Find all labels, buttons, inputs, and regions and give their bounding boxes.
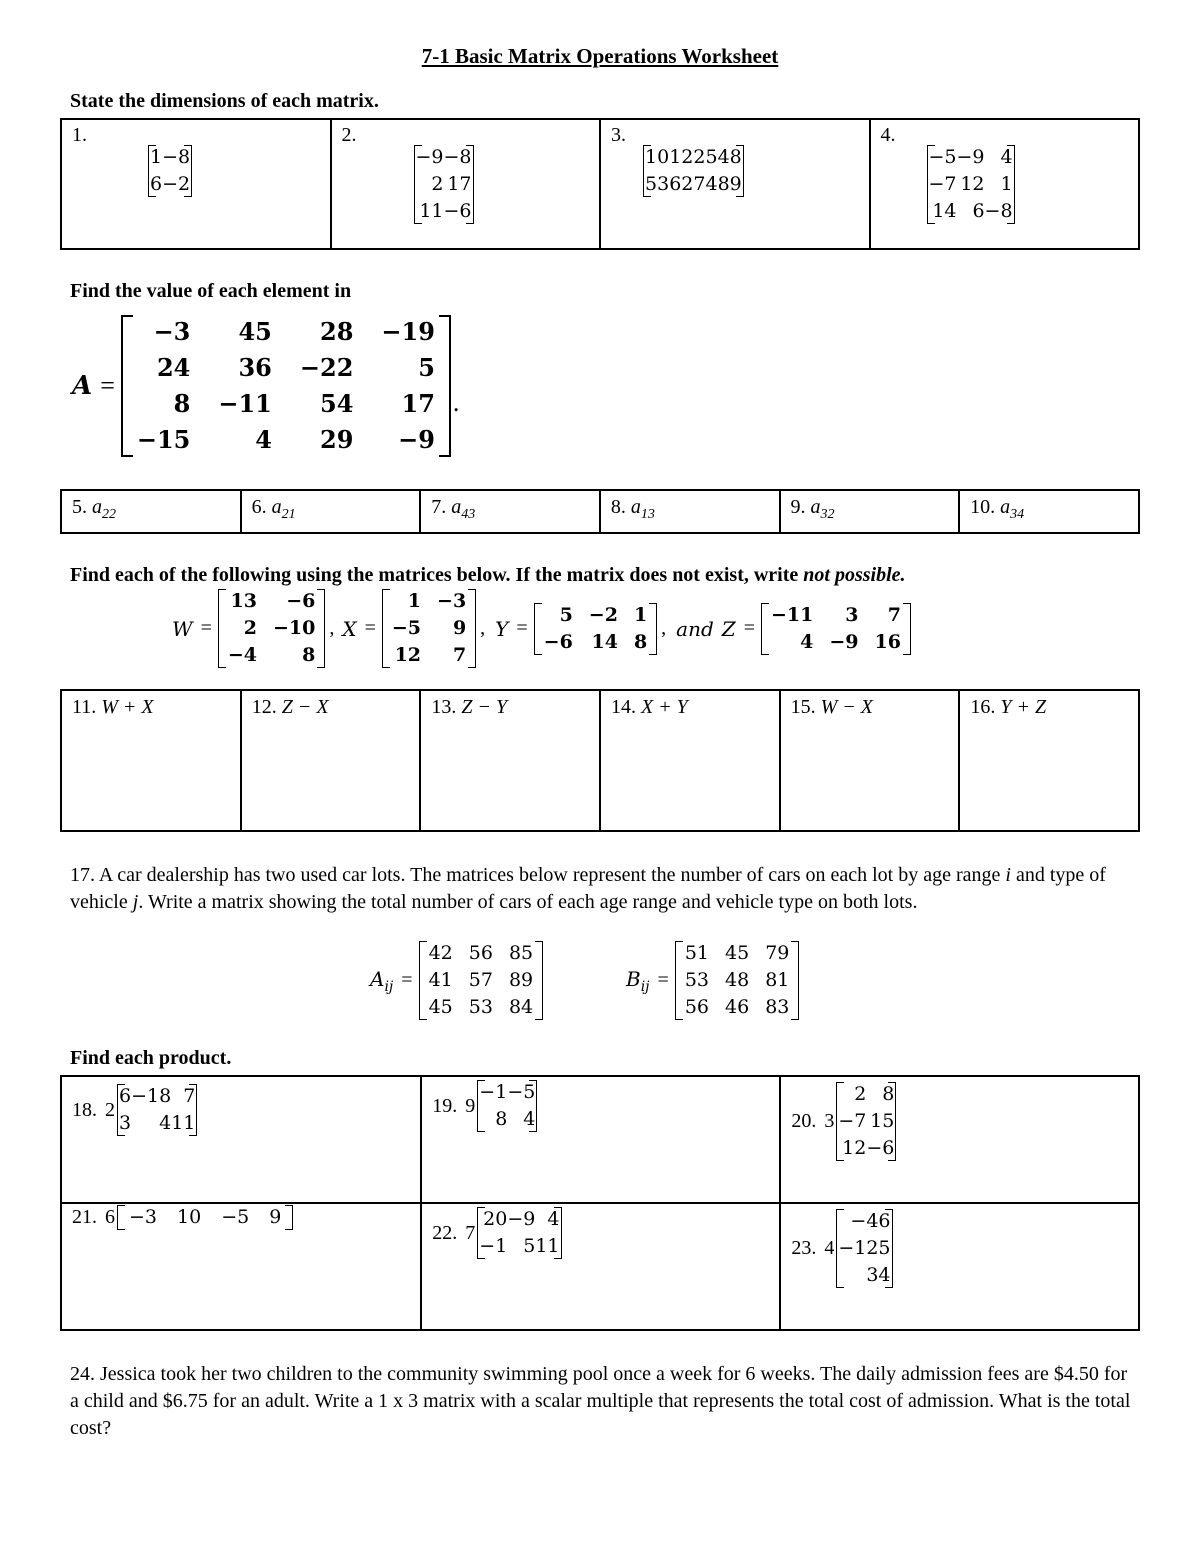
operation-expression: X + Y xyxy=(640,696,688,718)
equals: = xyxy=(401,969,413,991)
worksheet-title: 7-1 Basic Matrix Operations Worksheet xyxy=(421,44,779,68)
matrix-cell: 10 xyxy=(645,146,670,168)
item-number: 8. xyxy=(610,496,626,518)
var-W: W xyxy=(172,616,193,641)
matrix-cell: 1 xyxy=(150,146,163,168)
matrix-cell: 3 xyxy=(845,603,859,626)
matrix-cell: −12 xyxy=(838,1237,879,1259)
product-cell-23 xyxy=(780,1203,1139,1330)
matrix-cell: 41 xyxy=(428,969,453,991)
matrix-cell: −3 xyxy=(153,317,191,346)
problem-24-text: 24. Jessica took her two children to the community swimming pool once a week for 6 weeks. The daily admission fees are $4.50 for a child and $6.75 for an adult. Write a 1 x 3 matrix with a scalar multiple that represents the total cost of admission. What is the total cost? xyxy=(70,1363,1131,1439)
problem-17-part2: and type of vehicle xyxy=(70,864,1106,913)
section3-heading xyxy=(70,564,906,587)
matrix-cell: 46 xyxy=(725,996,750,1018)
matrix-cell: −6 xyxy=(543,630,573,653)
matrix-A-ij-equation xyxy=(370,940,541,1021)
matrix-cell: 7 xyxy=(452,644,467,666)
matrix-cell: 84 xyxy=(508,996,534,1018)
product-matrix xyxy=(119,1083,195,1137)
right-bracket xyxy=(468,589,476,668)
right-bracket xyxy=(888,1082,896,1161)
scalar: 2 xyxy=(105,1098,115,1121)
element-table xyxy=(60,489,1140,534)
right-bracket xyxy=(649,603,657,655)
matrix-cell: −8 xyxy=(984,200,1013,222)
item-number: 4. xyxy=(880,124,896,146)
element-cell-9 xyxy=(780,490,960,533)
left-bracket xyxy=(419,941,427,1020)
matrix-cell: −9 xyxy=(507,1208,536,1230)
matrix-cell: −5 xyxy=(221,1206,250,1228)
matrix-cell: 6 xyxy=(150,173,163,195)
matrix-cell: 62 xyxy=(669,173,694,195)
matrix-cell: 4 xyxy=(547,1208,560,1230)
element-var: $a_{22}$ xyxy=(92,496,116,522)
matrix-B-ij-equation xyxy=(626,940,797,1021)
matrix-cell: 5 xyxy=(418,353,435,382)
matrix-cell: −7 xyxy=(838,1110,867,1132)
matrix-cell: −15 xyxy=(136,425,191,454)
matrix-cell: 12 xyxy=(669,146,694,168)
equals: = xyxy=(516,617,528,639)
matrix-2 xyxy=(416,144,472,225)
matrix-cell: −5 xyxy=(928,146,957,168)
item-number: 23. xyxy=(791,1237,817,1259)
matrix-cell: −3 xyxy=(437,590,467,612)
products-table xyxy=(60,1075,1140,1331)
operations-table xyxy=(60,689,1140,832)
matrix-cell: 8 xyxy=(495,1108,508,1130)
operation-expression: Z − Y xyxy=(461,696,508,718)
var-j: j xyxy=(132,891,139,913)
right-bracket xyxy=(885,1209,893,1288)
matrix-cell: 12 xyxy=(960,173,985,195)
matrix-cell: 4 xyxy=(523,1108,536,1130)
matrix-cell: 5 xyxy=(878,1237,891,1259)
item-number: 21. xyxy=(72,1206,97,1228)
item-number: 3. xyxy=(611,124,626,146)
comma: , xyxy=(661,617,667,639)
matrix-cell: −3 xyxy=(129,1206,158,1228)
matrix-cell: 15 xyxy=(870,1110,895,1132)
matrix-cell: −5 xyxy=(507,1081,536,1103)
matrices-WXYZ xyxy=(172,588,909,669)
product-cell-21 xyxy=(61,1203,421,1330)
matrix-cell: −19 xyxy=(381,317,435,346)
matrix-cell: 57 xyxy=(468,969,493,991)
item-number: 18. xyxy=(72,1098,97,1121)
matrix-cell: 45 xyxy=(725,942,750,964)
matrix-cell: −6 xyxy=(443,200,472,222)
right-bracket xyxy=(529,1080,537,1132)
right-bracket xyxy=(317,589,325,668)
matrix-cell: 53 xyxy=(684,969,709,991)
matrix-cell: 1 xyxy=(1000,173,1013,195)
matrix-cell: 16 xyxy=(874,630,901,653)
var-Y: Y xyxy=(495,616,509,641)
item-number: 2. xyxy=(341,124,357,146)
product-matrix xyxy=(479,1079,535,1133)
item-number: 7. xyxy=(431,496,447,518)
matrix-cell: −9 xyxy=(398,425,435,454)
left-bracket xyxy=(218,589,226,668)
comma: , xyxy=(329,617,335,639)
matrix-cell: −7 xyxy=(928,173,957,195)
matrix-cell: 8 xyxy=(633,630,648,653)
matrix-cell: 5 xyxy=(559,603,573,626)
product-cell-20 xyxy=(780,1076,1139,1203)
product-matrix xyxy=(838,1081,894,1162)
matrix-cell: 74 xyxy=(693,173,718,195)
matrix-cell: −6 xyxy=(866,1137,895,1159)
right-bracket xyxy=(1007,145,1015,224)
period: . xyxy=(452,388,460,417)
matrix-cell: 10 xyxy=(177,1206,202,1228)
matrix-cell: −18 xyxy=(131,1085,172,1107)
matrix-cell: −5 xyxy=(391,617,422,639)
matrix-cell: −11 xyxy=(218,389,272,418)
item-number: 1. xyxy=(72,124,87,146)
right-bracket xyxy=(466,145,474,224)
product-matrix xyxy=(119,1204,291,1231)
matrix-cell: 2 xyxy=(431,173,444,195)
right-bracket xyxy=(791,941,799,1020)
operation-cell-13 xyxy=(420,690,600,831)
matrix-cell: 8 xyxy=(882,1083,895,1105)
right-bracket xyxy=(535,941,543,1020)
equals-sign: = xyxy=(100,371,115,400)
matrix-cell: 1 xyxy=(407,590,422,612)
matrix-cell: 17 xyxy=(401,389,435,418)
element-cell-7 xyxy=(420,490,600,533)
matrix-cell: 81 xyxy=(765,969,790,991)
matrix-cell: 12 xyxy=(842,1137,867,1159)
dim-cell-3 xyxy=(600,119,870,249)
matrix-W xyxy=(220,588,324,669)
matrix-A-name: A xyxy=(72,371,93,401)
matrix-cell: 3 xyxy=(866,1264,879,1286)
right-bracket xyxy=(184,145,192,197)
matrix-cell: −8 xyxy=(162,146,191,168)
matrix-cell: 9 xyxy=(269,1206,282,1228)
problem-17-part1: 17. A car dealership has two used car lots. The matrices below represent the number of cars on each lot by age range xyxy=(70,864,1006,886)
matrix-cell: 8 xyxy=(302,644,316,666)
matrix-cell: −6 xyxy=(286,590,316,612)
matrix-cell: 6 xyxy=(119,1085,132,1107)
matrix-cell: −2 xyxy=(588,603,618,626)
operation-expression: W − X xyxy=(820,696,873,718)
matrix-cell: 53 xyxy=(468,996,493,1018)
matrix-cell: 4 xyxy=(878,1264,891,1286)
matrix-cell: 6 xyxy=(972,200,985,222)
operation-expression: Y + Z xyxy=(1000,696,1047,718)
matrix-cell: 7 xyxy=(183,1085,196,1107)
operation-cell-16 xyxy=(959,690,1139,831)
matrix-cell: −4 xyxy=(850,1210,879,1232)
element-cell-6 xyxy=(241,490,421,533)
matrix-cell: 89 xyxy=(717,173,742,195)
right-bracket xyxy=(439,315,451,457)
matrix-cell: 28 xyxy=(320,317,354,346)
matrix-cell: −9 xyxy=(829,630,859,653)
matrix-cell: 25 xyxy=(693,146,718,168)
matrix-cell: 48 xyxy=(717,146,742,168)
section4-heading: Find each product. xyxy=(70,1047,232,1069)
operation-cell-14 xyxy=(600,690,780,831)
matrix-A xyxy=(123,314,449,458)
element-cell-5 xyxy=(61,490,241,533)
matrix-cell: 13 xyxy=(230,590,257,612)
matrix-cell: 79 xyxy=(765,942,790,964)
scalar: 7 xyxy=(465,1221,476,1244)
matrix-cell: 6 xyxy=(878,1210,891,1232)
matrix-cell: 89 xyxy=(508,969,534,991)
right-bracket xyxy=(554,1207,562,1259)
matrix-cell: 85 xyxy=(508,942,534,964)
operation-expression: Z − X xyxy=(281,696,329,718)
dim-cell-4 xyxy=(870,119,1140,249)
item-number: 6. xyxy=(251,496,267,518)
element-var: $a_{13}$ xyxy=(630,496,655,522)
element-cell-8 xyxy=(600,490,780,533)
matrix-cell: 8 xyxy=(173,389,191,418)
item-number: 14. xyxy=(610,696,636,718)
matrix-cell: 29 xyxy=(320,425,354,454)
matrix-cell: 14 xyxy=(591,630,618,653)
matrix-cell: 9 xyxy=(452,617,467,639)
matrix-cell: 20 xyxy=(483,1208,508,1230)
left-bracket xyxy=(382,589,390,668)
element-var: $a_{32}$ xyxy=(810,496,835,522)
matrix-Z xyxy=(763,602,909,656)
element-var: $a_{34}$ xyxy=(1000,496,1025,522)
var-X: X xyxy=(342,616,357,641)
matrix-cell: −11 xyxy=(770,603,814,626)
matrix-cell: 4 xyxy=(1000,146,1013,168)
left-bracket xyxy=(534,603,542,655)
matrix-cell: 24 xyxy=(156,353,191,382)
matrix-3 xyxy=(645,144,742,198)
matrix-cell: 2 xyxy=(854,1083,867,1105)
matrix-cell: 11 xyxy=(419,200,444,222)
item-number: 9. xyxy=(790,496,806,518)
element-var: $a_{43}$ xyxy=(451,496,476,522)
equals: = xyxy=(364,617,376,639)
section2-heading: Find the value of each element in xyxy=(70,280,352,302)
matrix-cell: −2 xyxy=(162,173,191,195)
item-number: 22. xyxy=(432,1221,458,1244)
matrix-cell: 2 xyxy=(243,617,257,639)
var-B-ij: $B_{ij}$ xyxy=(626,966,650,995)
matrix-cell: 45 xyxy=(238,317,272,346)
element-var: $a_{21}$ xyxy=(271,496,296,522)
matrix-cell: −22 xyxy=(299,353,354,382)
scalar: 4 xyxy=(824,1237,835,1259)
matrix-cell: −8 xyxy=(443,146,472,168)
matrix-A-ij xyxy=(421,940,542,1021)
item-number: 10. xyxy=(970,496,996,518)
matrix-cell: −1 xyxy=(479,1235,508,1257)
comma: , xyxy=(480,617,486,639)
item-number: 11. xyxy=(72,696,97,718)
section3-heading-italic: not possible. xyxy=(803,564,906,586)
matrix-cell: 45 xyxy=(428,996,453,1018)
matrix-cell: 48 xyxy=(725,969,750,991)
matrix-cell: 14 xyxy=(932,200,957,222)
matrix-cell: 54 xyxy=(320,389,354,418)
right-bracket xyxy=(285,1205,293,1230)
matrix-Y xyxy=(536,602,656,656)
problem-17-text xyxy=(70,862,1140,916)
matrix-cell: −9 xyxy=(415,146,444,168)
element-cell-10 xyxy=(959,490,1139,533)
equals: = xyxy=(743,617,755,639)
matrix-cell: 3 xyxy=(119,1112,132,1134)
matrix-A-equation xyxy=(72,314,459,458)
dim-cell-1 xyxy=(61,119,331,249)
matrix-4 xyxy=(929,144,1013,225)
matrix-cell: −10 xyxy=(272,617,316,639)
left-bracket xyxy=(121,315,133,457)
left-bracket xyxy=(761,603,769,655)
dim-cell-2 xyxy=(331,119,601,249)
dimensions-table xyxy=(60,118,1140,250)
left-bracket xyxy=(675,941,683,1020)
var-Z: Z xyxy=(721,616,736,641)
equals: = xyxy=(200,617,212,639)
matrix-cell: 56 xyxy=(684,996,709,1018)
section1-heading: State the dimensions of each matrix. xyxy=(70,90,379,112)
product-cell-18 xyxy=(61,1076,421,1203)
var-i: i xyxy=(1005,864,1011,886)
item-number: 15. xyxy=(790,696,816,718)
matrix-cell: 83 xyxy=(765,996,790,1018)
matrix-cell: 11 xyxy=(171,1112,196,1134)
operation-cell-15 xyxy=(780,690,960,831)
operation-cell-11 xyxy=(61,690,241,831)
right-bracket xyxy=(903,603,911,655)
product-cell-22 xyxy=(421,1203,780,1330)
matrix-cell: 42 xyxy=(428,942,453,964)
item-number: 19. xyxy=(432,1094,458,1117)
matrix-cell: 56 xyxy=(468,942,493,964)
item-number: 12. xyxy=(251,696,277,718)
matrix-cell: −1 xyxy=(479,1081,508,1103)
product-cell-19 xyxy=(421,1076,780,1203)
scalar: 3 xyxy=(824,1110,835,1132)
matrix-cell: −4 xyxy=(227,644,257,666)
matrix-cell: 53 xyxy=(645,173,670,195)
item-number: 13. xyxy=(431,696,457,718)
matrix-cell: 4 xyxy=(255,425,272,454)
operation-cell-12 xyxy=(241,690,421,831)
matrix-cell: 4 xyxy=(159,1112,172,1134)
matrix-X xyxy=(384,588,474,669)
item-number: 20. xyxy=(791,1110,817,1132)
right-bracket xyxy=(189,1084,197,1136)
and-text: and xyxy=(676,616,714,641)
matrix-B-ij xyxy=(677,940,798,1021)
operation-expression: W + X xyxy=(101,696,154,718)
matrix-cell: 36 xyxy=(238,353,272,382)
problem-17-part3: . Write a matrix showing the total number of cars of each age range and vehicle type on both lots. xyxy=(138,891,918,913)
matrix-cell: 1 xyxy=(633,603,648,626)
matrix-cell: 11 xyxy=(535,1235,560,1257)
matrix-1 xyxy=(150,144,190,198)
matrix-cell: 12 xyxy=(394,644,422,666)
scalar: 6 xyxy=(105,1206,115,1228)
matrix-cell: 7 xyxy=(887,603,901,626)
item-number: 16. xyxy=(970,696,996,718)
section3-heading-text: Find each of the following using the matrices below. If the matrix does not exist, write xyxy=(70,564,804,586)
scalar: 9 xyxy=(465,1094,476,1117)
var-A-ij: $A_{ij}$ xyxy=(370,966,394,995)
right-bracket xyxy=(736,145,744,197)
equals: = xyxy=(657,969,669,991)
product-matrix xyxy=(838,1208,890,1289)
matrix-cell: −9 xyxy=(956,146,985,168)
matrix-cell: 4 xyxy=(800,630,814,653)
item-number: 5. xyxy=(72,496,87,518)
product-matrix xyxy=(479,1206,559,1260)
matrix-cell: 5 xyxy=(523,1235,536,1257)
matrix-cell: 17 xyxy=(447,173,472,195)
matrix-cell: 51 xyxy=(684,942,709,964)
